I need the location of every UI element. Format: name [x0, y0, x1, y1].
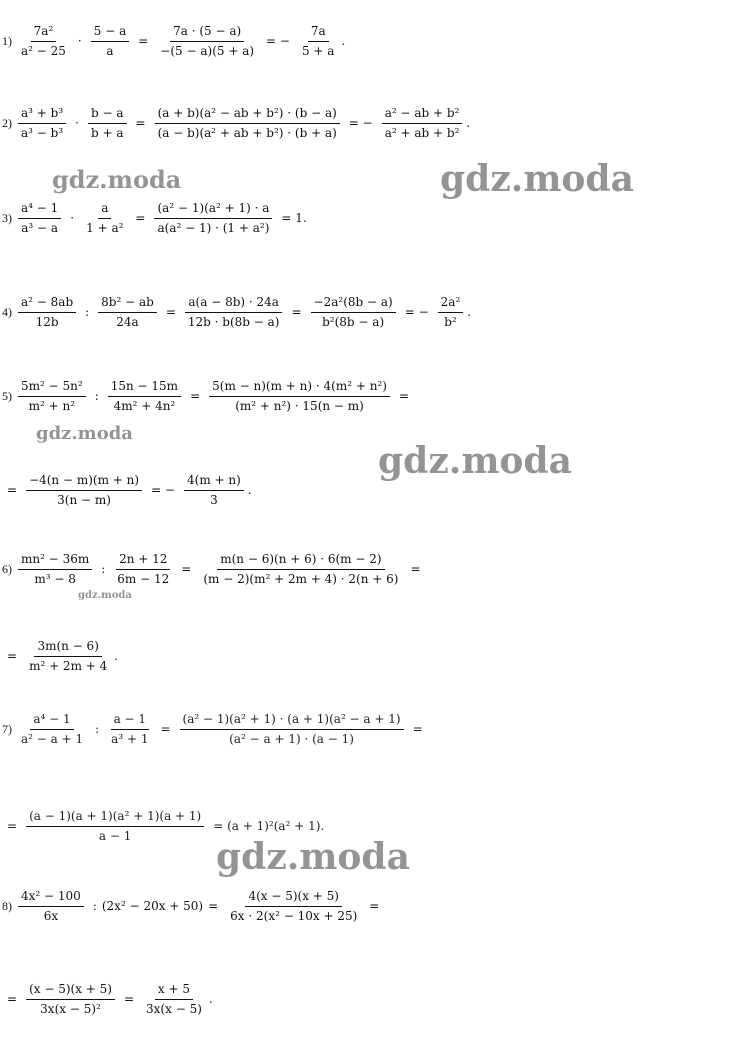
- problem-number: 3): [2, 210, 12, 225]
- operator: = 1.: [281, 211, 307, 225]
- numerator: (a − 1)(a + 1)(a² + 1)(a + 1): [26, 810, 204, 827]
- denominator: a: [106, 43, 114, 58]
- formula-line: [2, 458, 744, 522]
- numerator: a: [98, 202, 111, 219]
- numerator: 5(m − n)(m + n) · 4(m² + n²): [209, 380, 390, 397]
- formula-line: [2, 10, 744, 72]
- denominator: 3x(x − 5)²: [40, 1001, 101, 1016]
- numerator: 2n + 12: [116, 553, 170, 570]
- operator: =: [7, 992, 18, 1006]
- denominator: (m − 2)(m² + 2m + 4) · 2(n + 6): [203, 571, 399, 586]
- operator: = −: [266, 34, 290, 48]
- denominator: 12b: [35, 314, 59, 329]
- operator: =: [181, 562, 192, 576]
- operator: =: [138, 34, 149, 48]
- operator: = −: [348, 116, 373, 130]
- expression-text: .: [467, 305, 472, 319]
- operator: =: [398, 389, 409, 403]
- numerator: (x − 5)(x + 5): [26, 983, 115, 1000]
- denominator: −(5 − a)(5 + a): [160, 43, 255, 58]
- fraction: [98, 296, 157, 328]
- numerator: 7a²: [31, 25, 57, 42]
- formula-line: [2, 88, 744, 158]
- operator: = −: [404, 305, 429, 319]
- problem-number: 7): [2, 721, 12, 736]
- fraction: [180, 713, 404, 745]
- denominator: 6x: [43, 908, 59, 923]
- fraction: [108, 713, 151, 745]
- fraction: [18, 890, 84, 922]
- operator: =: [291, 305, 302, 319]
- denominator: 1 + a²: [86, 220, 124, 235]
- numerator: a³ + b³: [18, 107, 66, 124]
- numerator: b − a: [88, 107, 127, 124]
- fraction: [26, 983, 115, 1015]
- operator: =: [135, 211, 146, 225]
- fraction: [200, 553, 401, 585]
- fraction: [227, 890, 360, 922]
- formula-line: [2, 870, 744, 942]
- operator: =: [369, 899, 380, 913]
- watermark: gdz.moda: [36, 423, 133, 444]
- fraction: [209, 380, 390, 412]
- formula-line: [2, 280, 744, 344]
- fraction: [18, 380, 86, 412]
- operator: =: [160, 722, 171, 736]
- fraction: [114, 553, 172, 585]
- operator: ·: [70, 211, 75, 225]
- fraction: [184, 474, 244, 506]
- numerator: m(n − 6)(n + 6) · 6(m − 2): [217, 553, 384, 570]
- numerator: 5 − a: [91, 25, 129, 42]
- numerator: x + 5: [155, 983, 193, 1000]
- fraction: [185, 296, 283, 328]
- fraction: [18, 107, 66, 139]
- fraction: [88, 107, 127, 139]
- fraction: [18, 25, 69, 57]
- operator: =: [190, 389, 201, 403]
- expression-text: .: [341, 34, 346, 48]
- denominator: 5 + a: [301, 43, 335, 58]
- denominator: a³ − b³: [21, 125, 64, 140]
- watermark: gdz.moda: [52, 165, 182, 194]
- denominator: 24a: [116, 314, 139, 329]
- problem-number: 5): [2, 388, 12, 403]
- numerator: 8b² − ab: [98, 296, 157, 313]
- operator: = −: [151, 483, 175, 497]
- denominator: (a² − a + 1) · (a − 1): [229, 731, 354, 746]
- numerator: (a² − 1)(a² + 1) · (a + 1)(a² − a + 1): [180, 713, 404, 730]
- operator: = (a + 1)²(a² + 1).: [213, 819, 325, 833]
- numerator: 3m(n − 6): [34, 640, 101, 657]
- problem-number: 2): [2, 115, 12, 130]
- numerator: (a + b)(a² − ab + b²) · (b − a): [155, 107, 340, 124]
- denominator: 12b · b(8b − a): [187, 314, 280, 329]
- operator: :: [95, 722, 100, 736]
- operator: =: [165, 305, 176, 319]
- operator: =: [7, 819, 18, 833]
- operator: ·: [77, 34, 82, 48]
- operator: :: [101, 562, 106, 576]
- numerator: 5m² − 5n²: [18, 380, 86, 397]
- fraction: [108, 380, 181, 412]
- denominator: 4m² + 4n²: [113, 398, 176, 413]
- numerator: 4(m + n): [184, 474, 244, 491]
- fraction: [438, 296, 464, 328]
- fraction: [143, 983, 205, 1015]
- operator: =: [7, 649, 18, 663]
- fraction: [18, 296, 76, 328]
- fraction: [154, 202, 272, 234]
- numerator: (a² − 1)(a² + 1) · a: [154, 202, 272, 219]
- fraction: [299, 25, 337, 57]
- denominator: a² − 25: [21, 43, 66, 58]
- numerator: a² − ab + b²: [382, 107, 463, 124]
- operator: :: [94, 389, 99, 403]
- operator: =: [123, 992, 135, 1006]
- numerator: 7a: [308, 25, 329, 42]
- expression-text: .: [208, 992, 213, 1006]
- numerator: 7a · (5 − a): [170, 25, 244, 42]
- watermark: gdz.moda: [378, 440, 572, 482]
- denominator: 6m − 12: [117, 571, 170, 586]
- numerator: 4(x − 5)(x + 5): [245, 890, 342, 907]
- operator: =: [135, 116, 146, 130]
- denominator: a² − a + 1: [21, 731, 84, 746]
- formula-line: [2, 968, 744, 1030]
- formula-line: [2, 690, 744, 768]
- denominator: b + a: [90, 125, 124, 140]
- denominator: a³ − a: [21, 220, 59, 235]
- operator: :: [92, 899, 97, 913]
- numerator: a⁴ − 1: [18, 202, 61, 219]
- denominator: a³ + 1: [111, 731, 149, 746]
- fraction: [18, 202, 61, 234]
- fraction: [26, 474, 142, 506]
- denominator: 3: [210, 492, 218, 507]
- numerator: −2a²(8b − a): [311, 296, 396, 313]
- fraction: [26, 810, 204, 842]
- denominator: a(a² − 1) · (1 + a²): [157, 220, 270, 235]
- numerator: 4x² − 100: [18, 890, 84, 907]
- fraction: [382, 107, 463, 139]
- expression-text: .: [247, 483, 252, 497]
- expression-text: .: [114, 649, 119, 663]
- numerator: mn² − 36m: [18, 553, 92, 570]
- problem-number: 6): [2, 561, 12, 576]
- denominator: m² + 2m + 4: [29, 658, 108, 673]
- numerator: a² − 8ab: [18, 296, 76, 313]
- denominator: 6x · 2(x² − 10x + 25): [230, 908, 358, 923]
- fraction: [91, 25, 129, 57]
- numerator: a − 1: [111, 713, 149, 730]
- fraction: [311, 296, 396, 328]
- problem-number: 1): [2, 33, 12, 48]
- denominator: (a − b)(a² + ab + b²) · (b + a): [157, 125, 337, 140]
- denominator: m³ − 8: [34, 571, 76, 586]
- fraction: [83, 202, 126, 234]
- operator: =: [7, 483, 18, 497]
- numerator: a(a − 8b) · 24a: [185, 296, 282, 313]
- operator: =: [412, 722, 423, 736]
- formula-line: [2, 622, 744, 690]
- expression-text: (2x² − 20x + 50): [101, 899, 204, 913]
- numerator: 2a²: [438, 296, 464, 313]
- denominator: 3(n − m): [57, 492, 111, 507]
- operator: :: [85, 305, 90, 319]
- numerator: a⁴ − 1: [30, 713, 73, 730]
- problem-number: 8): [2, 898, 12, 913]
- watermark: gdz.moda: [78, 590, 132, 601]
- denominator: b²(8b − a): [322, 314, 385, 329]
- fraction: [18, 553, 92, 585]
- watermark: gdz.moda: [440, 158, 634, 200]
- denominator: (m² + n²) · 15(n − m): [235, 398, 364, 413]
- fraction: [18, 713, 86, 745]
- operator: =: [410, 562, 421, 576]
- denominator: a² + ab + b²: [384, 125, 460, 140]
- denominator: a − 1: [98, 828, 132, 843]
- fraction: [157, 25, 257, 57]
- operator: =: [208, 899, 219, 913]
- denominator: b²: [444, 314, 457, 329]
- numerator: −4(n − m)(m + n): [26, 474, 142, 491]
- numerator: 15n − 15m: [108, 380, 181, 397]
- denominator: m² + n²: [28, 398, 76, 413]
- fraction: [155, 107, 340, 139]
- watermark: gdz.moda: [216, 836, 410, 878]
- denominator: 3x(x − 5): [146, 1001, 202, 1016]
- expression-text: .: [466, 116, 471, 130]
- fraction: [26, 640, 110, 672]
- problem-number: 4): [2, 304, 12, 319]
- operator: ·: [75, 116, 79, 130]
